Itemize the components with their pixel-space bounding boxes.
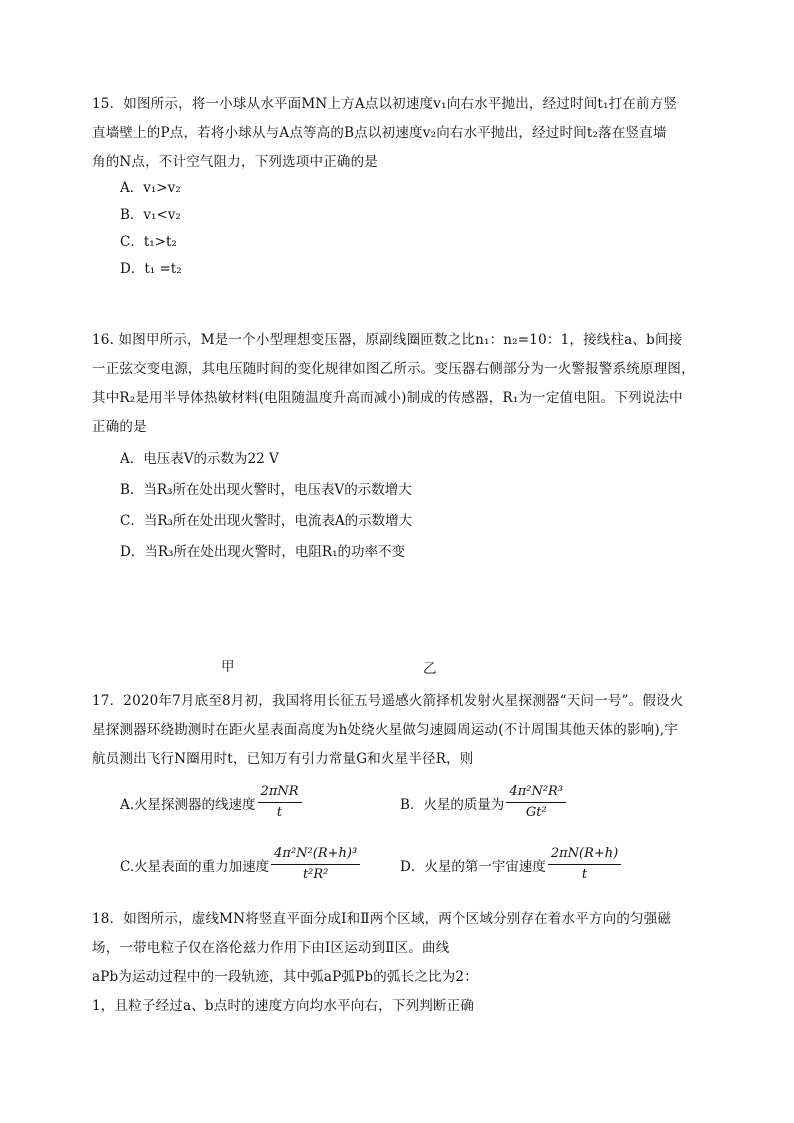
question-18: [92, 905, 704, 1021]
q15-option-d: D．t₁ =t₂: [120, 261, 182, 277]
q18-line4: 1，且粒子经过a、b点时的速度方向均水平向右，下列判断正确: [92, 998, 475, 1014]
q17-option-d-label: D．火星的第一宇宙速度: [400, 858, 546, 875]
q17-option-a-formula: [258, 784, 302, 821]
q16-option-a: A．电压表V的示数为22 V: [120, 451, 279, 467]
q15-line3: 角的N点，不计空气阻力，下列选项中正确的是: [92, 154, 379, 170]
q16-line2: 一正弦交变电源，其电压随时间的变化规律如图乙所示。变压器右侧部分为一火警报警系统原理图，: [92, 361, 695, 377]
q17-line3: 航员测出飞行N圈用时t，已知万有引力常量G和火星半径R，则: [92, 751, 474, 767]
q17-option-a-denominator: t: [276, 805, 283, 820]
q17-option-b-numerator: 4π²N²R³: [506, 784, 566, 803]
question-16: [92, 326, 704, 442]
q17-option-c-formula: [271, 846, 360, 883]
q17-option-a: [120, 784, 304, 821]
q16-option-d: D．当R₃所在处出现火警时，电阻R₁的功率不变: [120, 544, 405, 560]
figure-caption-jia: 甲: [221, 659, 235, 675]
q17-option-b-formula: [506, 784, 566, 821]
q16-line4: 正确的是: [92, 419, 147, 435]
q17-option-c-denominator: t²R²: [302, 867, 329, 882]
q17-option-d-numerator: 2πN(R+h): [548, 846, 621, 865]
q17-option-b-label: B．火星的质量为: [400, 796, 505, 813]
q17-option-c-label: C.火星表面的重力加速度: [120, 858, 270, 875]
q17-option-c: [120, 846, 362, 883]
q17-option-d-formula: [548, 846, 621, 883]
q17-option-b: [400, 784, 568, 821]
q17-option-d: [400, 846, 623, 883]
q17-option-d-denominator: t: [581, 867, 588, 882]
q16-option-c: C．当R₃所在处出现火警时，电流表A的示数增大: [120, 513, 413, 529]
q15-line2: 直墙壁上的P点，若将小球从与A点等高的B点以初速度v₂向右水平抛出，经过时间t₂落在竖直墙: [92, 125, 667, 141]
figure-caption-yi: 乙: [423, 661, 437, 677]
q15-option-b: B．v₁<v₂: [120, 207, 181, 223]
q18-line3: aPb为运动过程中的一段轨迹，其中弧aP弧Pb的弧长之比为2：: [92, 969, 478, 985]
q17-option-a-label: A.火星探测器的线速度: [120, 796, 256, 813]
q16-line3: 其中R₂是用半导体热敏材料(电阻随温度升高而减小)制成的传感器，R₁为一定值电阻。下列说法中: [92, 390, 683, 406]
q15-option-c: C．t₁>t₂: [120, 234, 177, 250]
q17-line1: 17．2020年7月底至8月初，我国将用长征五号遥感火箭择机发射火星探测器“天问一号”。假设火: [92, 693, 684, 709]
question-15: [92, 90, 704, 177]
q15-option-a: A．v₁>v₂: [120, 180, 181, 196]
question-17: [92, 687, 704, 774]
q15-line1: 15．如图所示，将一小球从水平面MN上方A点以初速度v₁向右水平抛出，经过时间t₁打在前方竖: [92, 96, 678, 112]
q16-line1: 16. 如图甲所示，M是一个小型理想变压器，原副线圈匝数之比n₁：n₂=10：1，接线柱a、b间接: [92, 332, 683, 348]
q18-line2: 场，一带电粒子仅在洛伦兹力作用下由Ⅰ区运动到Ⅱ区。曲线: [92, 940, 450, 956]
q17-option-a-numerator: 2πNR: [258, 784, 302, 803]
q17-option-c-numerator: 4π²N²(R+h)³: [271, 846, 360, 865]
q17-option-b-denominator: Gt²: [525, 805, 547, 820]
q16-option-b: B．当R₃所在处出现火警时，电压表V的示数增大: [120, 482, 412, 498]
q17-line2: 星探测器环绕勘测时在距火星表面高度为h处绕火星做匀速圆周运动(不计周围其他天体的影响),宇: [92, 722, 679, 738]
q18-line1: 18．如图所示，虚线MN将竖直平面分成Ⅰ和Ⅱ两个区域，两个区域分别存在着水平方向的匀强磁: [92, 911, 672, 927]
